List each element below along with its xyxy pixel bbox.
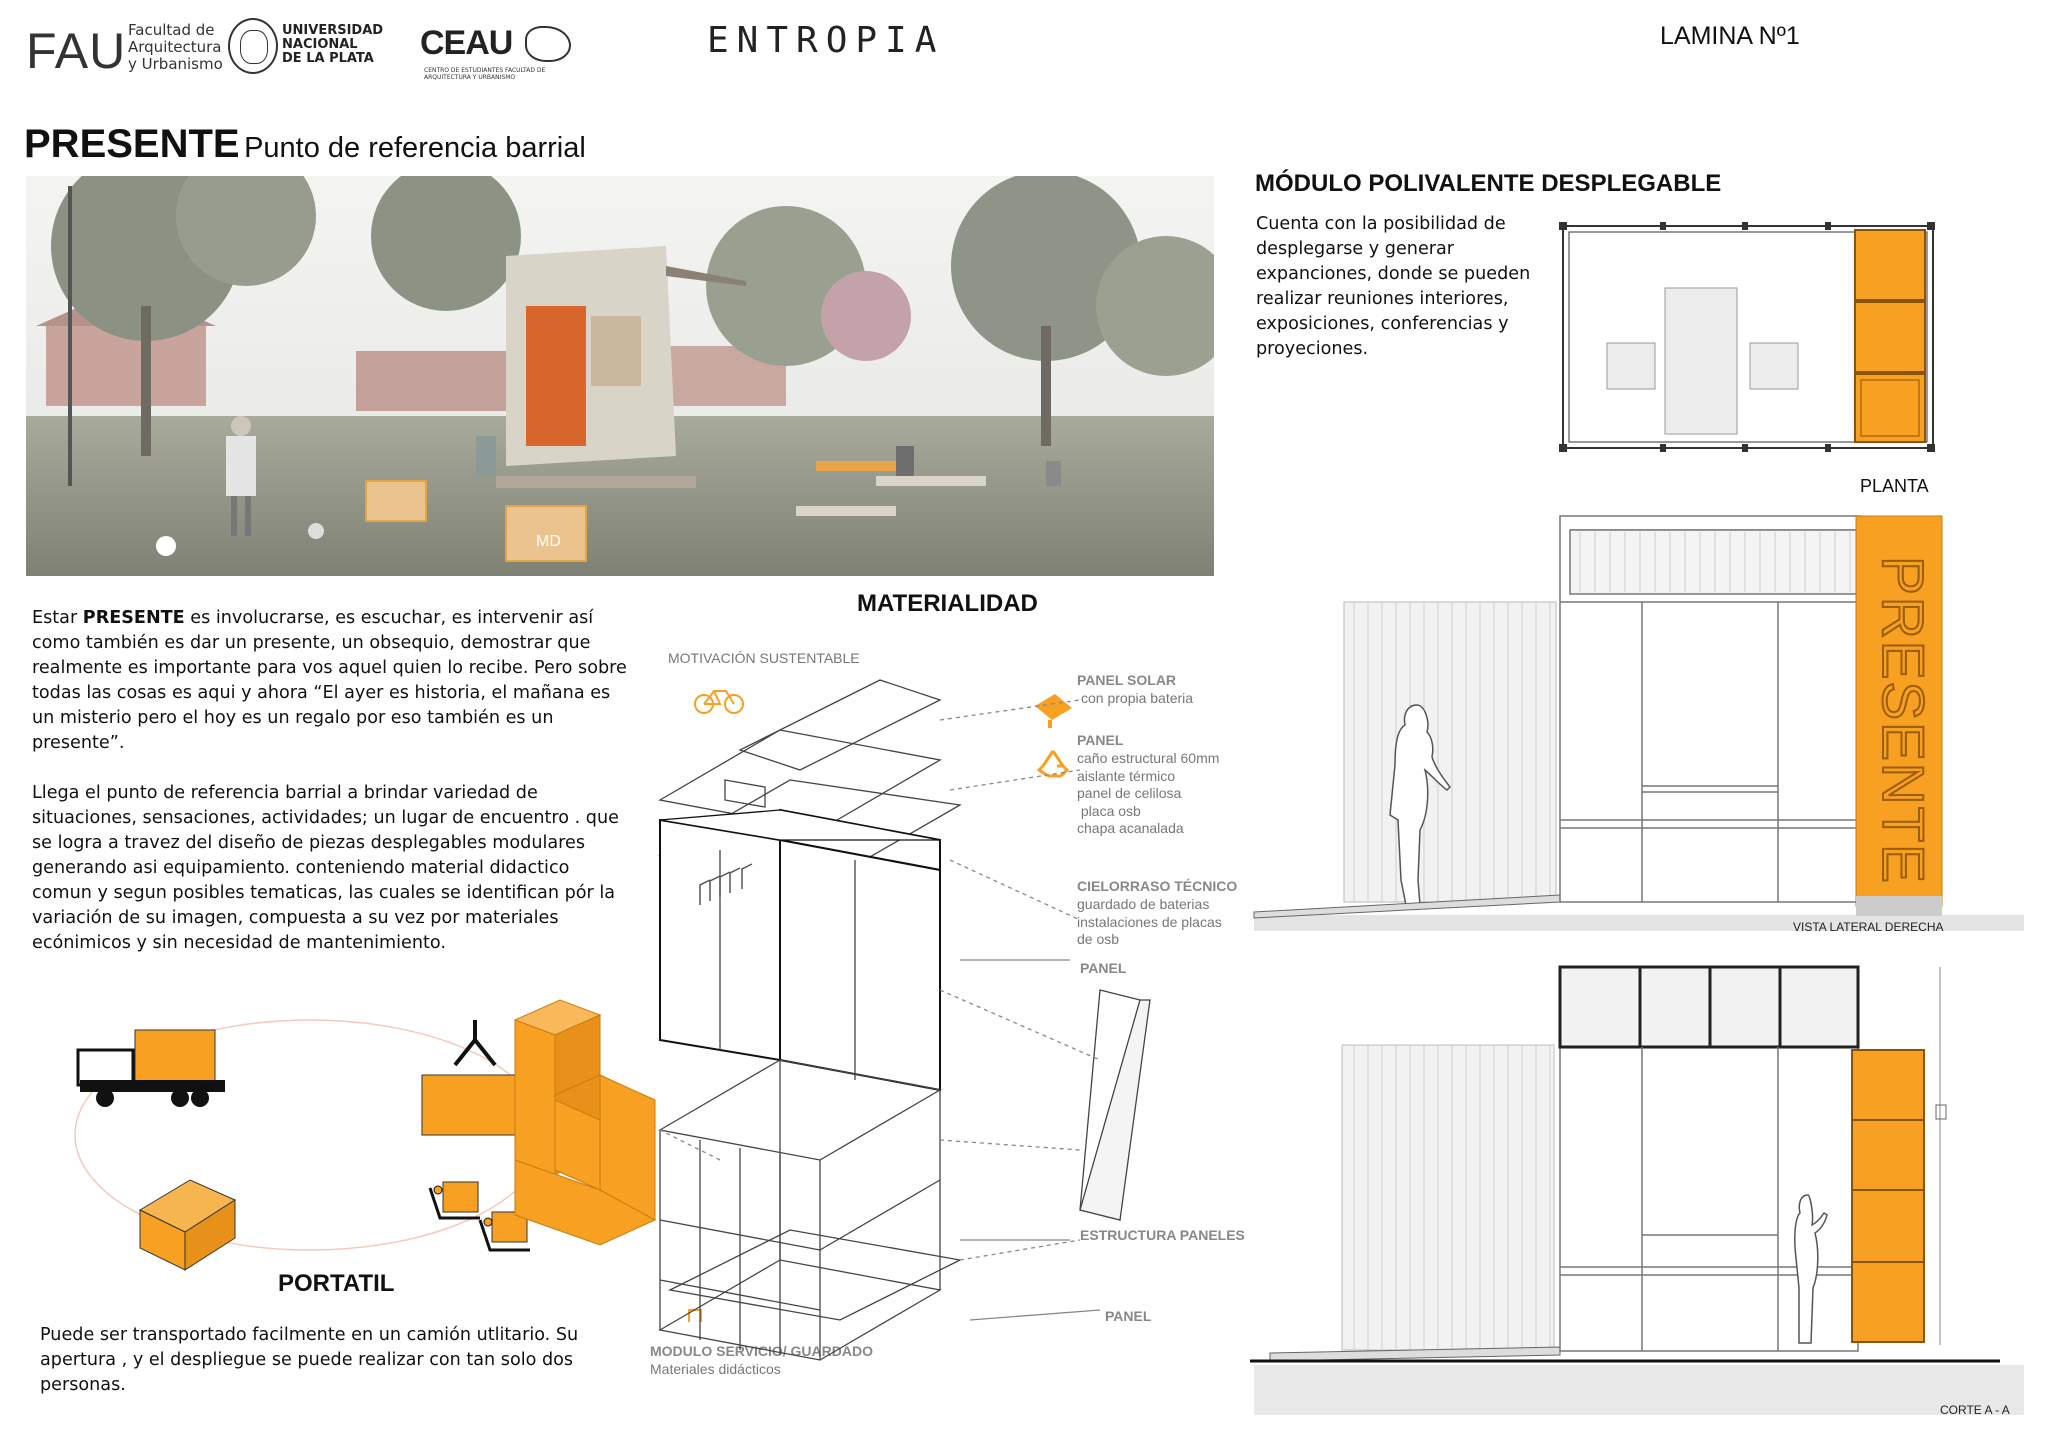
materialidad-title: MATERIALIDAD: [857, 590, 1038, 617]
title-main: PRESENTE: [24, 122, 240, 166]
fau-sub-line: Facultad de: [128, 21, 215, 39]
presente-sign-text-wrap: [1862, 555, 1942, 885]
portatil-text: Puede ser transportado facilmente en un camión utlitario. Su apertura , y el despliegue se puede realizar con tan solo dos personas.: [40, 1325, 579, 1395]
cielorraso-item: de osb: [1077, 931, 1120, 947]
intro-bold: PRESENTE: [82, 608, 185, 628]
lower-structure: [660, 1060, 960, 1360]
modulo-label: MODULO SERVICIO/ GUARDADO: [650, 1343, 873, 1359]
panel-item: placa osb: [1077, 802, 1141, 819]
fau-logo: FAU: [26, 23, 127, 79]
fau-sub-line: y Urbanismo: [128, 55, 223, 73]
intro-text: es involucrarse, es escuchar, es intervenir así como también es dar un presente, un obsequio, demostrar que realmente es importante para vos aquel quien lo recibe. Pero sobre todas las cosas es aqui y ahora “El ayer es historia, el mañana es un misterio pero el hoy es un regalo por eso también es un presente”.: [32, 608, 627, 753]
panel-item: aislante térmico: [1077, 767, 1176, 784]
upper-module: [660, 810, 940, 1090]
cielorraso-label: CIELORRASO TÉCNICO: [1077, 878, 1238, 894]
panel-3-label: PANEL: [1105, 1308, 1152, 1324]
unlp-name: [282, 24, 392, 66]
ceau-subtitle: CENTRO DE ESTUDIANTES FACULTAD DE ARQUITECTURA Y URBANISMO: [424, 67, 546, 81]
intro-paragraph-1: [32, 606, 632, 756]
planta-caption: PLANTA: [1860, 476, 1929, 496]
park-render-image: [26, 176, 1214, 576]
motivacion-label: MOTIVACIÓN SUSTENTABLE: [668, 650, 860, 666]
intro-text: Estar: [32, 608, 83, 628]
ceau-logo: CEAU: [420, 24, 513, 62]
ceau-hand-icon: [525, 26, 571, 62]
intro-paragraph-2: Llega el punto de referencia barrial a brindar variedad de situaciones, sensaciones, actividades; un lugar de encuentro . que se logra a travez del diseño de piezas desplegables modulares generando asi equipamiento. conteniendo material didactico comun y segun posibles tematicas, las cuales se identifican pór la variación de su imagen, compuesta a su vez por materiales ecónimicos y sin necesidad de mantenimiento.: [32, 783, 619, 953]
portatil-diagram: [60, 1010, 560, 1270]
render-svg: [26, 176, 1214, 576]
modulo-sub: Materiales didácticos: [650, 1361, 781, 1377]
university-seal-icon: [228, 18, 278, 74]
estructura-label: ESTRUCTURA PANELES: [1080, 1227, 1245, 1243]
project-name: ENTROPIA: [707, 20, 945, 61]
page-title: [24, 122, 586, 167]
panel-solar-label: PANEL SOLAR: [1077, 672, 1177, 688]
corte-drawing: [1250, 955, 2030, 1420]
panel-label: PANEL: [1077, 732, 1124, 748]
planta-drawing: [1555, 218, 1940, 463]
vista-caption: VISTA LATERAL DERECHA: [1793, 920, 1944, 934]
box-label: MD: [536, 533, 561, 550]
modulo-text: Cuenta con la posibilidad de desplegarse y generar expanciones, donde se pueden realizar reuniones interiores, exposiciones, conferencias y proyeciones.: [1256, 214, 1531, 359]
portatil-title: PORTATIL: [278, 1270, 395, 1297]
modulo-title: MÓDULO POLIVALENTE DESPLEGABLE: [1255, 170, 1722, 197]
fau-sub-line: Arquitectura: [128, 38, 222, 56]
corte-caption: CORTE A - A: [1940, 1403, 2010, 1417]
presente-sign-text: PRESENTE: [1869, 555, 1935, 885]
unlp-line: DE LA PLATA: [282, 51, 374, 66]
truck-icon: [78, 1030, 225, 1107]
fau-subtitle: [128, 22, 228, 73]
corte-orange-panels: [1852, 1050, 1924, 1342]
panel-item: caño estructural 60mm: [1077, 750, 1220, 766]
title-sub: Punto de referencia barrial: [244, 132, 586, 164]
unlp-line: UNIVERSIDAD: [282, 23, 384, 38]
cielorraso-item: guardado de baterias: [1077, 896, 1210, 912]
panel-item: panel de celilosa: [1077, 785, 1182, 801]
unlp-line: NACIONAL: [282, 37, 358, 52]
panel-2-label: PANEL: [1080, 960, 1127, 976]
storage-boxes: [515, 1000, 655, 1245]
sheet-number: LAMINA Nº1: [1660, 22, 1800, 50]
solar-layer: [740, 680, 940, 770]
panel-solar-sub: con propia bateria: [1081, 690, 1194, 706]
planta-orange-panels: [1855, 230, 1925, 442]
iso-box-icon: [140, 1180, 235, 1270]
exploded-axonometric: [640, 660, 1260, 1340]
cielorraso-item: instalaciones de placas: [1077, 913, 1222, 930]
panel-item: chapa acanalada: [1077, 820, 1184, 836]
